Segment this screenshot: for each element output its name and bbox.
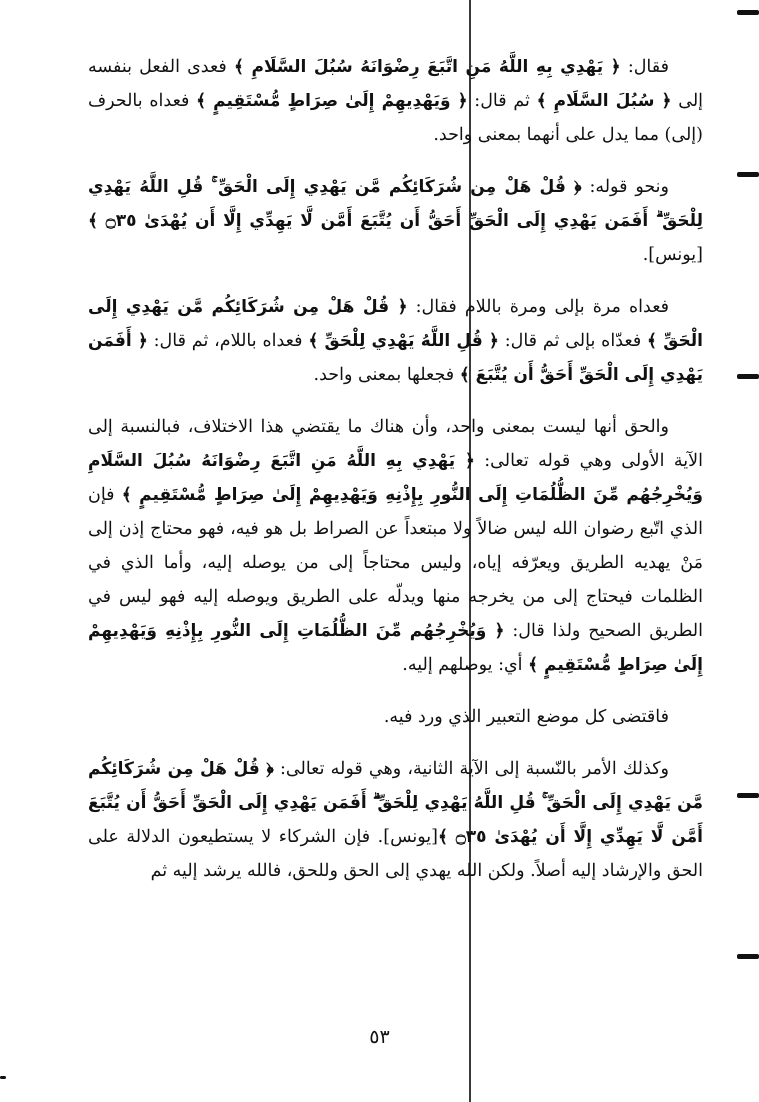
paragraph-text: فعدى الفعل بنفسه إلى	[88, 57, 704, 111]
paragraph	[88, 170, 703, 272]
paragraph	[88, 50, 703, 152]
quran-verse: ﴿ سُبُلَ السَّلَامِ ﴾	[536, 91, 672, 111]
scan-edge-mark	[737, 954, 759, 959]
paragraph-text: فقال:	[620, 57, 669, 77]
paragraph-text: وكذلك الأمر بالنّسبة إلى الآية الثانية، وهي قوله تعالى:	[273, 759, 669, 779]
quran-verse: ﴿ قُلْ هَلْ مِن شُرَكَائِكُم مَّن يَهْدِي إِلَى الْحَقِّ ۚ قُلِ اللَّهُ يَهْدِي لِلْحَقِّ ۗ أَفَمَن يَهْدِي إِلَى الْحَقِّ أَحَقُّ أَن يُتَّبَعَ أَمَّن لَّا يَهِدِّي إِلَّا أَن يُهْدَىٰ ۝٣٥ ﴾	[88, 177, 703, 231]
paragraph-text: [يونس].	[642, 245, 703, 265]
paragraph-text: فاقتضى كل موضع التعبير الذي ورد فيه.	[383, 707, 669, 727]
paragraph-text: فجعلها بمعنى واحد.	[313, 365, 460, 385]
paragraph-text: والحق أنها ليست بمعنى واحد، وأن هناك ما يقتضي هذا الاختلاف، فبالنسبة إلى الآية الأولى وهي قوله تعالى:	[88, 417, 704, 471]
scan-edge-mark	[737, 172, 759, 177]
quran-verse: ﴿ قُلْ هَلْ مِن شُرَكَائِكُم مَّن يَهْدِي إِلَى الْحَقِّ ۚ قُلِ اللَّهُ يَهْدِي لِلْحَقِّ ۗ أَفَمَن يَهْدِي إِلَى الْحَقِّ أَحَقُّ أَن يُتَّبَعَ أَمَّن لَّا يَهِدِّي إِلَّا أَن يُهْدَىٰ ۝٣٥ ﴾	[88, 759, 703, 847]
paragraph	[88, 290, 703, 392]
quran-verse: ﴿ أَفَمَن يَهْدِي إِلَى الْحَقِّ أَحَقُّ أَن يُتَّبَعَ ﴾	[88, 331, 703, 385]
paragraph-text: ثم قال:	[467, 91, 537, 111]
paragraph-text: فعداه باللام، ثم قال:	[147, 331, 309, 351]
quran-verse: ﴿ يَهْدِي بِهِ اللَّهُ مَنِ اتَّبَعَ رِضْوَانَهُ سُبُلَ السَّلَامِ وَيُخْرِجُهُم مِّنَ الظُّلُمَاتِ إِلَى النُّورِ بِإِذْنِهِ وَيَهْدِيهِمْ إِلَىٰ صِرَاطٍ مُّسْتَقِيمٍ ﴾	[88, 451, 703, 505]
paragraph	[88, 700, 703, 734]
quran-verse: ﴿ يَهْدِي بِهِ اللَّهُ مَنِ اتَّبَعَ رِضْوَانَهُ سُبُلَ السَّلَامِ ﴾	[234, 57, 621, 77]
scan-edge-mark	[737, 10, 759, 15]
paragraph	[88, 410, 703, 682]
quran-verse: ﴿ وَيُخْرِجُهُم مِّنَ الظُّلُمَاتِ إِلَى النُّورِ بِإِذْنِهِ وَيَهْدِيهِمْ إِلَىٰ صِرَاطٍ مُّسْتَقِيمٍ ﴾	[88, 621, 703, 675]
body-text	[88, 50, 703, 906]
scan-edge-mark	[737, 374, 759, 379]
scan-edge-mark	[0, 1076, 6, 1079]
paragraph	[88, 752, 703, 888]
quran-verse: ﴿ قُلْ هَلْ مِن شُرَكَائِكُم مَّن يَهْدِي إِلَى الْحَقِّ ﴾	[88, 297, 703, 351]
paragraph-text: أي: يوصلهم إليه.	[402, 655, 529, 675]
paragraph-text: [يونس]. فإن الشركاء لا يستطيعون الدلالة على الحق والإرشاد إليه أصلاً. ولكن الله يهدي إلى الحق وللحق، فالله يرشد إليه ثم	[88, 827, 703, 881]
paragraph-text: ونحو قوله:	[581, 177, 669, 197]
paragraph-text: فعداه بالحرف (إلى) مما يدل على أنهما بمعنى واحد.	[88, 91, 703, 145]
paragraph-text: فعدّاه بإلى ثم قال:	[498, 331, 648, 351]
quran-verse: ﴿ وَيَهْدِيهِمْ إِلَىٰ صِرَاطٍ مُّسْتَقِيمٍ ﴾	[196, 91, 468, 111]
scan-edge-mark	[737, 793, 759, 798]
paragraph-text: فإن الذي اتّبع رضوان الله ليس ضالاً ولا مبتعداً عن الصراط بل هو فيه، فهو محتاج إذن إلى مَنْ يهديه الطريق ويعرّفه إياه، وليس محتاجاً إلى من يوصله إليه، وأما الذي في الظلمات فيحتاج إلى من يخرجه منها ويدلّه على الطريق ويوصله إليه فهو ليس في الطريق الصحيح ولذا قال:	[88, 485, 703, 641]
page-number: ٥٣	[369, 1026, 390, 1048]
quran-verse: ﴿ قُلِ اللَّهُ يَهْدِي لِلْحَقِّ ﴾	[308, 331, 499, 351]
paragraph-text: فعداه مرة بإلى ومرة باللام فقال:	[407, 297, 669, 317]
